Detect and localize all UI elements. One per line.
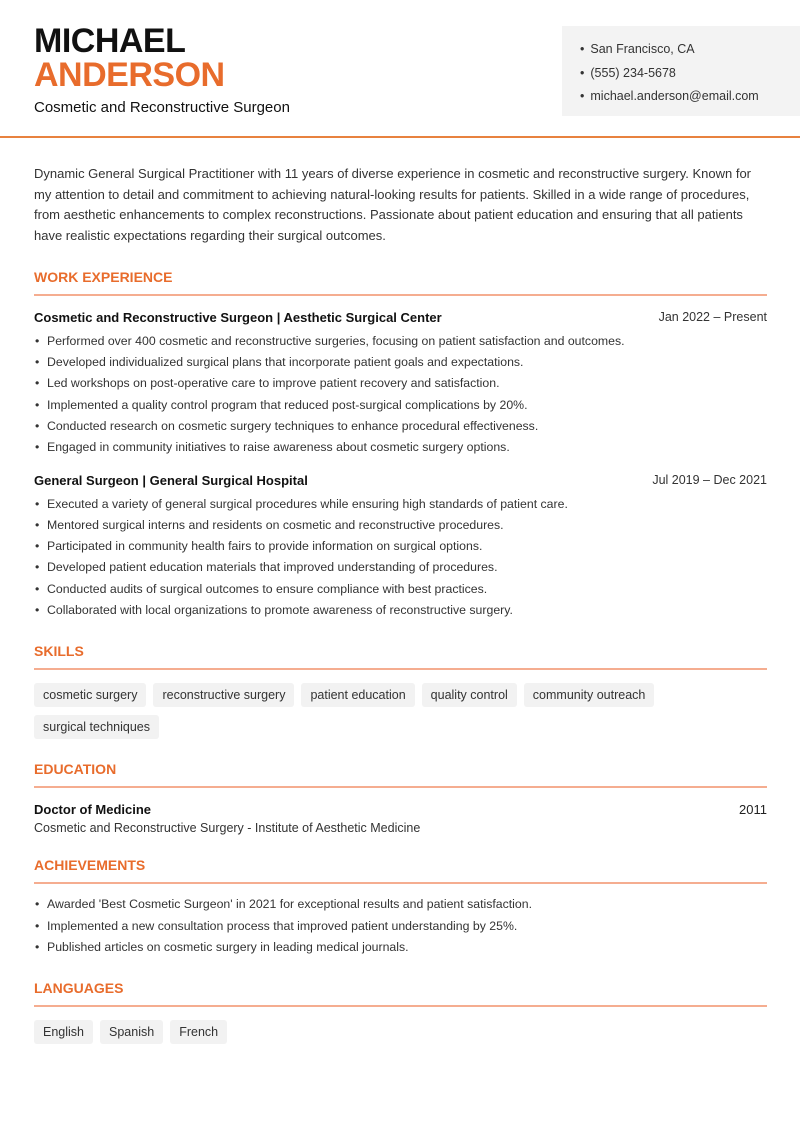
skill-chip: community outreach — [524, 683, 655, 707]
skill-chip: patient education — [301, 683, 414, 707]
job-header — [34, 473, 767, 488]
last-name: ANDERSON — [34, 56, 225, 94]
achievement-item: • Awarded 'Best Cosmetic Surgeon' in 2021 for exceptional results and patient satisfaction. — [34, 894, 767, 915]
achievements-list — [34, 894, 767, 958]
skill-chip: cosmetic surgery — [34, 683, 146, 707]
job-bullet: • Participated in community health fairs to provide information on surgical options. — [34, 536, 767, 557]
section-heading-education: EDUCATION — [34, 761, 767, 788]
job-bullet: • Developed patient education materials that improved understanding of procedures. — [34, 557, 767, 578]
job-date: Jul 2019 – Dec 2021 — [652, 472, 767, 487]
school: Cosmetic and Reconstructive Surgery - Institute of Aesthetic Medicine — [34, 821, 421, 836]
skill-chip: quality control — [422, 683, 517, 707]
section-heading-skills: SKILLS — [34, 643, 767, 670]
section-heading-achievements: ACHIEVEMENTS — [34, 857, 767, 884]
degree: Doctor of Medicine — [34, 802, 152, 818]
job-bullet: • Developed individualized surgical plans that incorporate patient goals and expectations. — [34, 352, 767, 373]
job-role: Cosmetic and Reconstructive Surgeon | Aesthetic Surgical Center — [34, 309, 442, 325]
language-chip: English — [34, 1020, 93, 1044]
job-title: Cosmetic and Reconstructive Surgeon — [34, 99, 290, 116]
job-bullets — [34, 331, 767, 459]
section-heading-languages: LANGUAGES — [34, 980, 767, 1007]
skills-list — [34, 683, 767, 739]
job-bullet: • Collaborated with local organizations to promote awareness of reconstructive surgery. — [34, 600, 767, 621]
job-bullet: • Performed over 400 cosmetic and reconstructive surgeries, focusing on patient satisfaction and outcomes. — [34, 331, 767, 352]
language-chip: Spanish — [100, 1020, 163, 1044]
summary: Dynamic General Surgical Practitioner with 11 years of diverse experience in cosmetic and reconstructive surgery. Known for my attention to detail and commitment to achieving natural-looking results for patients. Skilled in a wide range of procedures, from aesthetic enhancements to complex reconstructions. Passionate about patient education and ensuring that all patients have realistic expectations regarding their surgical outcomes. — [34, 166, 751, 244]
achievement-item: • Implemented a new consultation process that improved patient understanding by 25%. — [34, 916, 767, 937]
job-bullets — [34, 494, 767, 622]
contact-phone: • (555) 234-5678 — [580, 62, 800, 86]
job-bullet: • Led workshops on post-operative care to improve patient recovery and satisfaction. — [34, 373, 767, 394]
skill-chip: surgical techniques — [34, 715, 159, 739]
language-chip: French — [170, 1020, 227, 1044]
job-bullet: • Conducted audits of surgical outcomes to ensure compliance with best practices. — [34, 579, 767, 600]
section-heading-work: WORK EXPERIENCE — [34, 269, 767, 296]
first-name: MICHAEL — [34, 22, 186, 60]
contact-location: • San Francisco, CA — [580, 38, 800, 62]
job-date: Jan 2022 – Present — [658, 309, 767, 324]
resume-header — [0, 0, 800, 138]
achievement-item: • Published articles on cosmetic surgery in leading medical journals. — [34, 937, 767, 958]
contact-email[interactable]: • michael.anderson@email.com — [580, 85, 800, 109]
job-header — [34, 310, 767, 325]
job-bullet: • Mentored surgical interns and residents on cosmetic and reconstructive procedures. — [34, 515, 767, 536]
job-bullet: • Executed a variety of general surgical procedures while ensuring high standards of patient care. — [34, 494, 767, 515]
contact-box — [562, 26, 800, 116]
job-bullet: • Implemented a quality control program that reduced post-surgical complications by 20%. — [34, 395, 767, 416]
education-year: 2011 — [739, 802, 767, 818]
skill-chip: reconstructive surgery — [153, 683, 294, 707]
job-role: General Surgeon | General Surgical Hospital — [34, 472, 308, 488]
job-bullet: • Conducted research on cosmetic surgery techniques to enhance procedural effectiveness. — [34, 416, 767, 437]
job-bullet: • Engaged in community initiatives to raise awareness about cosmetic surgery options. — [34, 437, 767, 458]
education-entry — [34, 802, 767, 817]
languages-list — [34, 1020, 767, 1044]
